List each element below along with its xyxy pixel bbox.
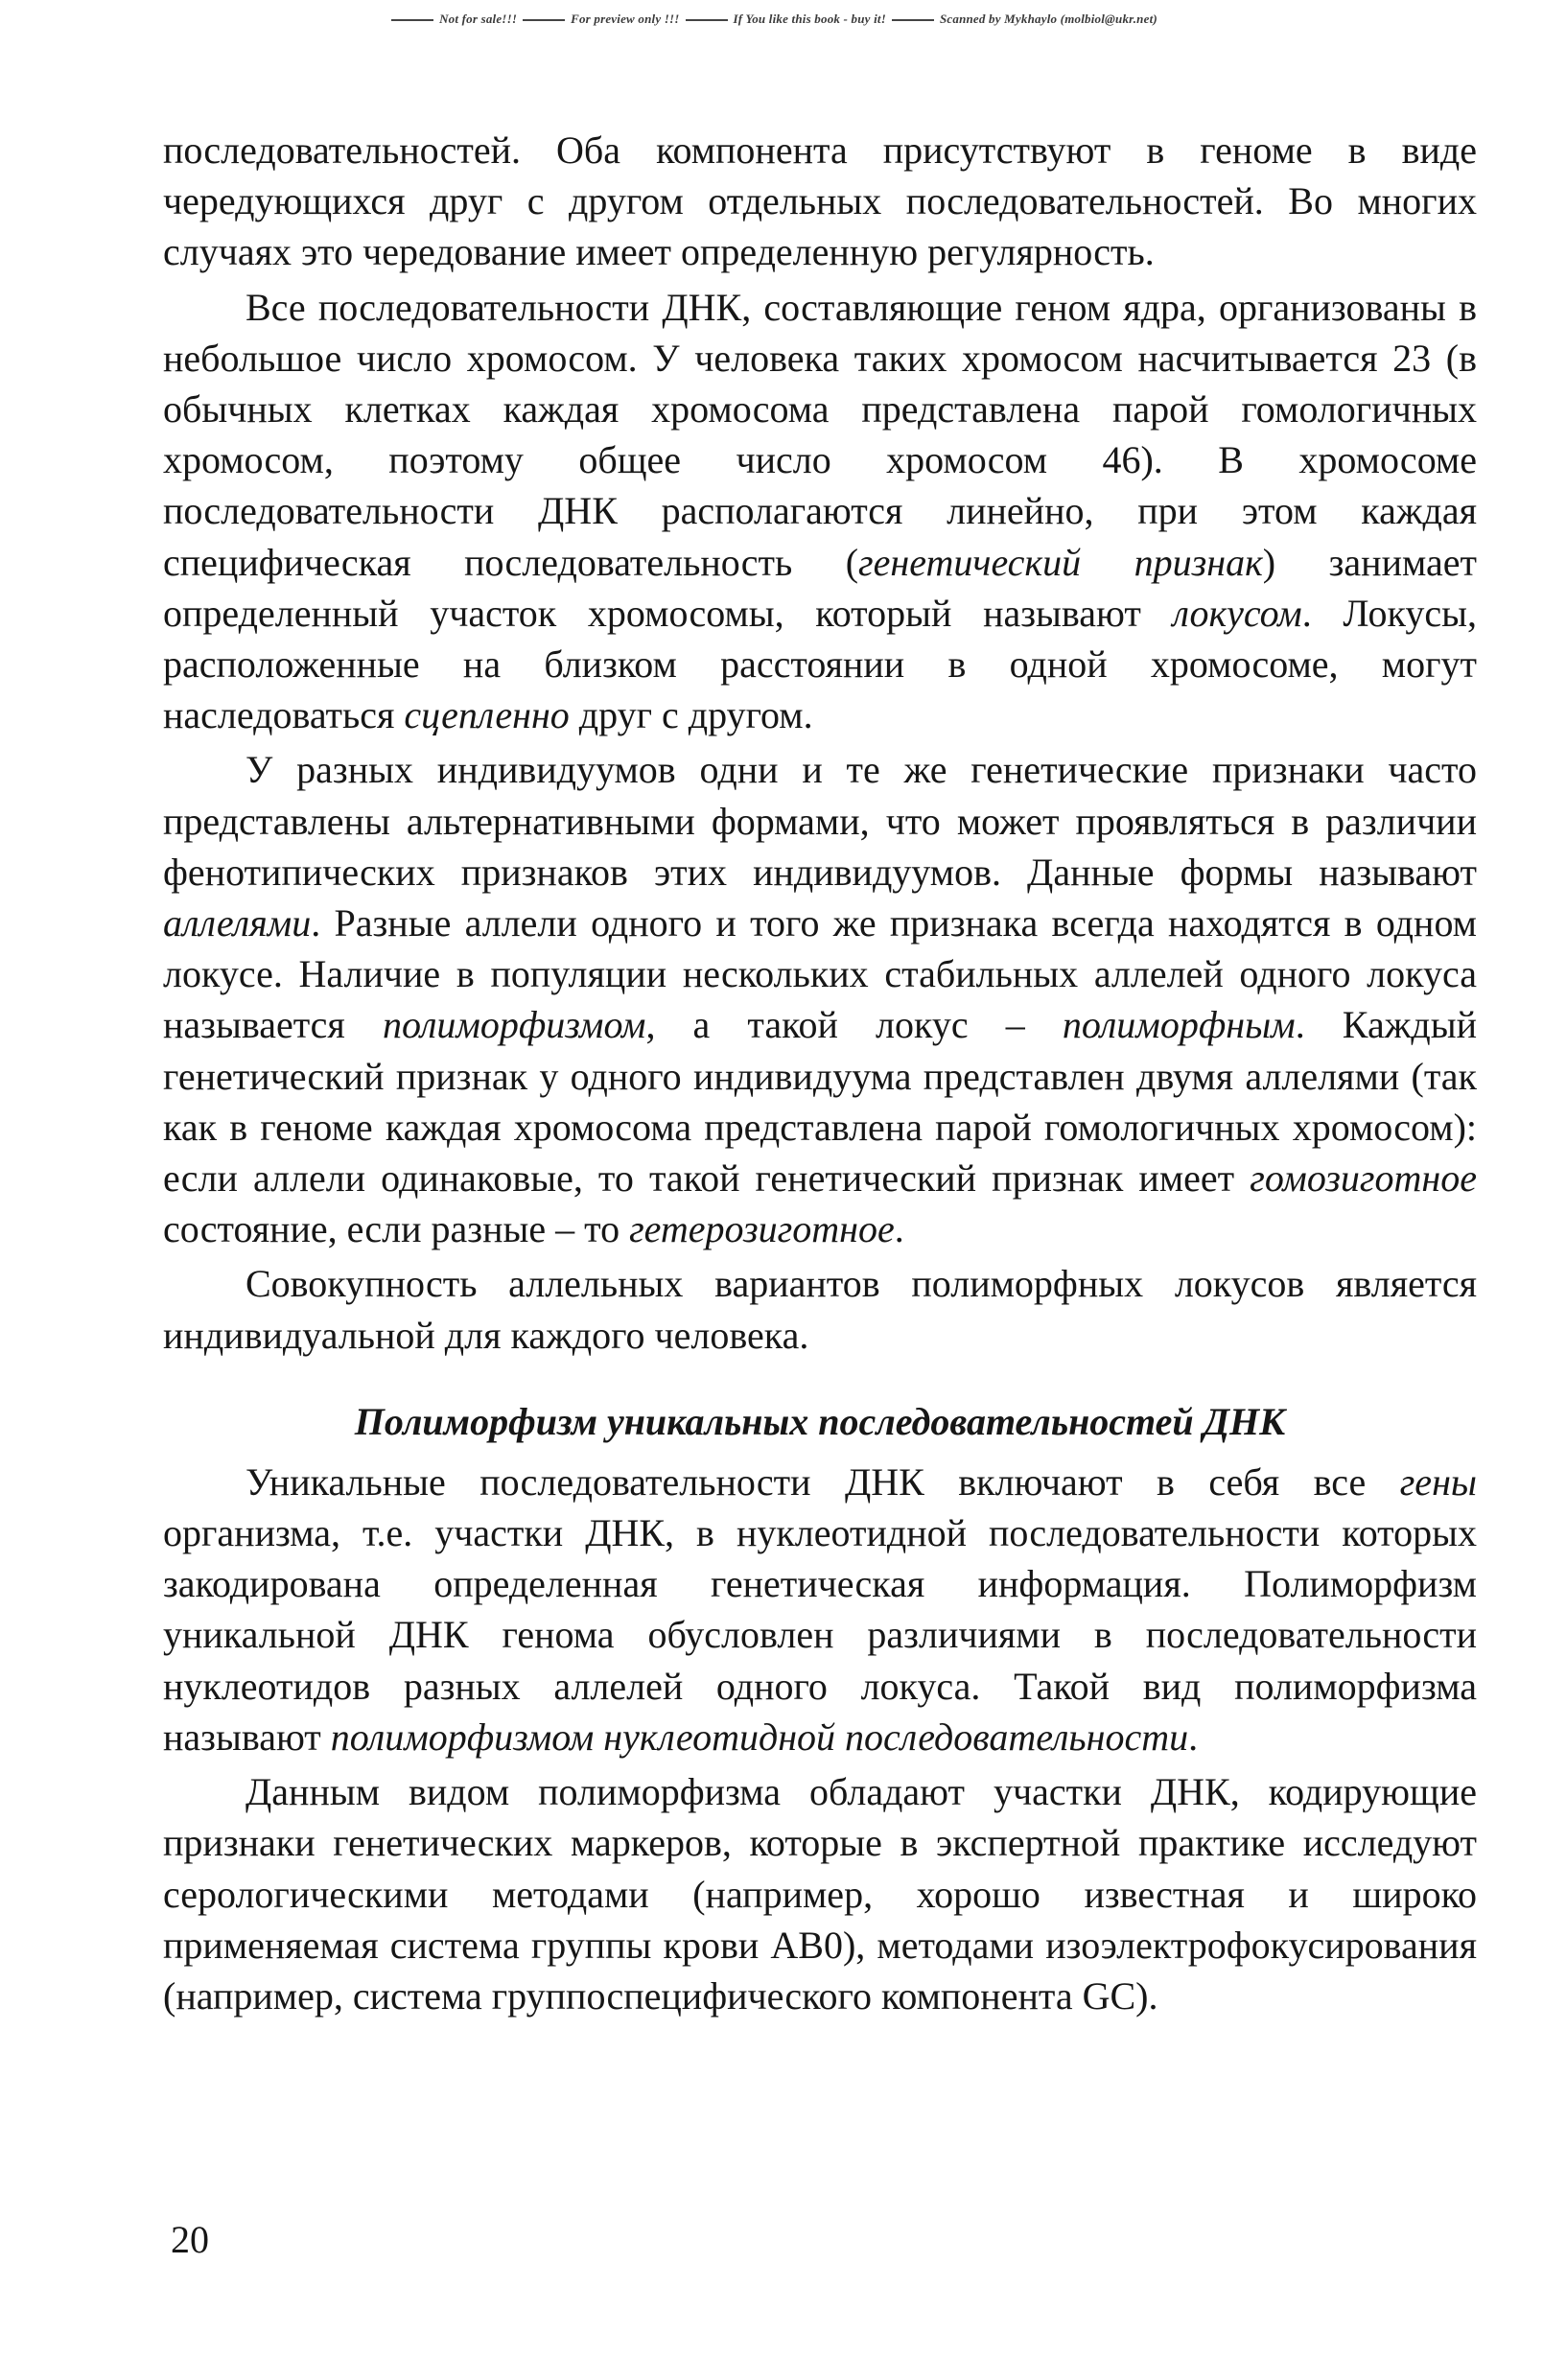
term-genetic-trait: генетический признак (858, 540, 1263, 584)
term-heterozygous: гетерозиготное (629, 1207, 895, 1251)
paragraph-text: ) занимает определенный участок хромосомы, который называют (163, 540, 1478, 635)
term-linked: сцепленно (404, 693, 570, 737)
paragraph-markers: Данным видом полиморфизма обладают участки ДНК, кодирующие признаки генетических маркеров, которые в экспертной практике исследуют серологическими методами (например, хорошо известная и широко применяемая система группы крови AB0), методами изоэлектрофокусирования (например, система группоспецифического компонента GC). (163, 1770, 1477, 2018)
paragraph-text: . Локусы, расположенные на близком расстоянии в одной хромосоме, могут наследоваться (163, 591, 1477, 737)
watermark-text-buy-it: If You like this book - buy it! (733, 12, 886, 26)
scan-watermark-banner (0, 12, 1543, 27)
term-homozygous: гомозиготное (1250, 1156, 1477, 1201)
watermark-rule (523, 19, 565, 21)
paragraph-text: . (1188, 1715, 1199, 1759)
paragraph-text: . Каждый генетический признак у одного индивидуума представлен двумя аллелями (так как в геноме каждая хромосома представлена парой гомологичных хромосом): если аллели одинаковые, то такой генетический признак имеет (163, 1003, 1477, 1201)
paragraph-unique-sequences (163, 1457, 1477, 1762)
paragraph-text: . (894, 1207, 904, 1251)
paragraph-continuation: последовательностей. Оба компонента присутствуют в геноме в виде чередующихся друг с другом отдельных последовательностей. Во многих случаях это чередование имеет определенную регулярность. (163, 128, 1477, 274)
term-locus: локусом (1172, 591, 1302, 635)
paragraph-alleles (163, 744, 1477, 1254)
paragraph-text: друг с другом. (569, 693, 813, 737)
paragraph-chromosomes (163, 282, 1477, 741)
paragraph-text: . Разные аллели одного и того же признака всегда находятся в одном локусе. Наличие в популяции нескольких стабильных аллелей одного локуса называется (163, 901, 1477, 1047)
term-alleles: аллелями (163, 901, 312, 945)
term-polymorphism: полиморфизмом (382, 1003, 646, 1047)
paragraph-text: организма, т.е. участки ДНК, в нуклеотидной последовательности которых закодирована определенная генетическая информация. Полиморфизм уникальной ДНК генома обусловлен различиями в последовательности нуклеотидов разных аллелей одного локуса. Такой вид полиморфизма называют (163, 1511, 1477, 1759)
paragraph-text: Уникальные последовательности ДНК включают в себя все (245, 1459, 1400, 1504)
page-body (163, 125, 1477, 2021)
paragraph-text: , а такой локус – (645, 1003, 1063, 1047)
term-nucleotide-polymorphism: полиморфизмом нуклеотидной последовательности (330, 1715, 1189, 1759)
paragraph-text: состояние, если разные – то (163, 1207, 630, 1251)
term-genes: гены (1399, 1459, 1477, 1504)
section-heading: Полиморфизм уникальных последовательностей ДНК (354, 1399, 1286, 1443)
watermark-rule (391, 19, 433, 21)
watermark-rule (686, 19, 728, 21)
watermark-text-scanned-by: Scanned by Mykhaylo (molbiol@ukr.net) (939, 12, 1157, 26)
term-polymorphic: полиморфным (1062, 1003, 1296, 1047)
paragraph-text: У разных индивидуумов одни и те же генетические признаки часто представлены альтернативными формами, что может проявляться в различии фенотипических признаков этих индивидуумов. Данные формы называют (163, 748, 1477, 894)
watermark-rule (892, 19, 934, 21)
paragraph-text: Все последовательности ДНК, составляющие геном ядра, организованы в небольшое число хромосом. У человека таких хромосом насчитывается 23 (в обычных клетках каждая хромосома представлена парой гомологичных хромосом, поэтому общее число хромосом 46). В хромосоме последовательности ДНК располагаются линейно, при этом каждая специфическая последовательность ( (163, 285, 1477, 584)
watermark-text-preview-only: For preview only !!! (571, 12, 680, 26)
watermark-text-not-for-sale: Not for sale!!! (439, 12, 518, 26)
page-number: 20 (171, 2218, 209, 2261)
paragraph-individuality: Совокупность аллельных вариантов полиморфных локусов является индивидуальной для каждого человека. (163, 1262, 1477, 1357)
